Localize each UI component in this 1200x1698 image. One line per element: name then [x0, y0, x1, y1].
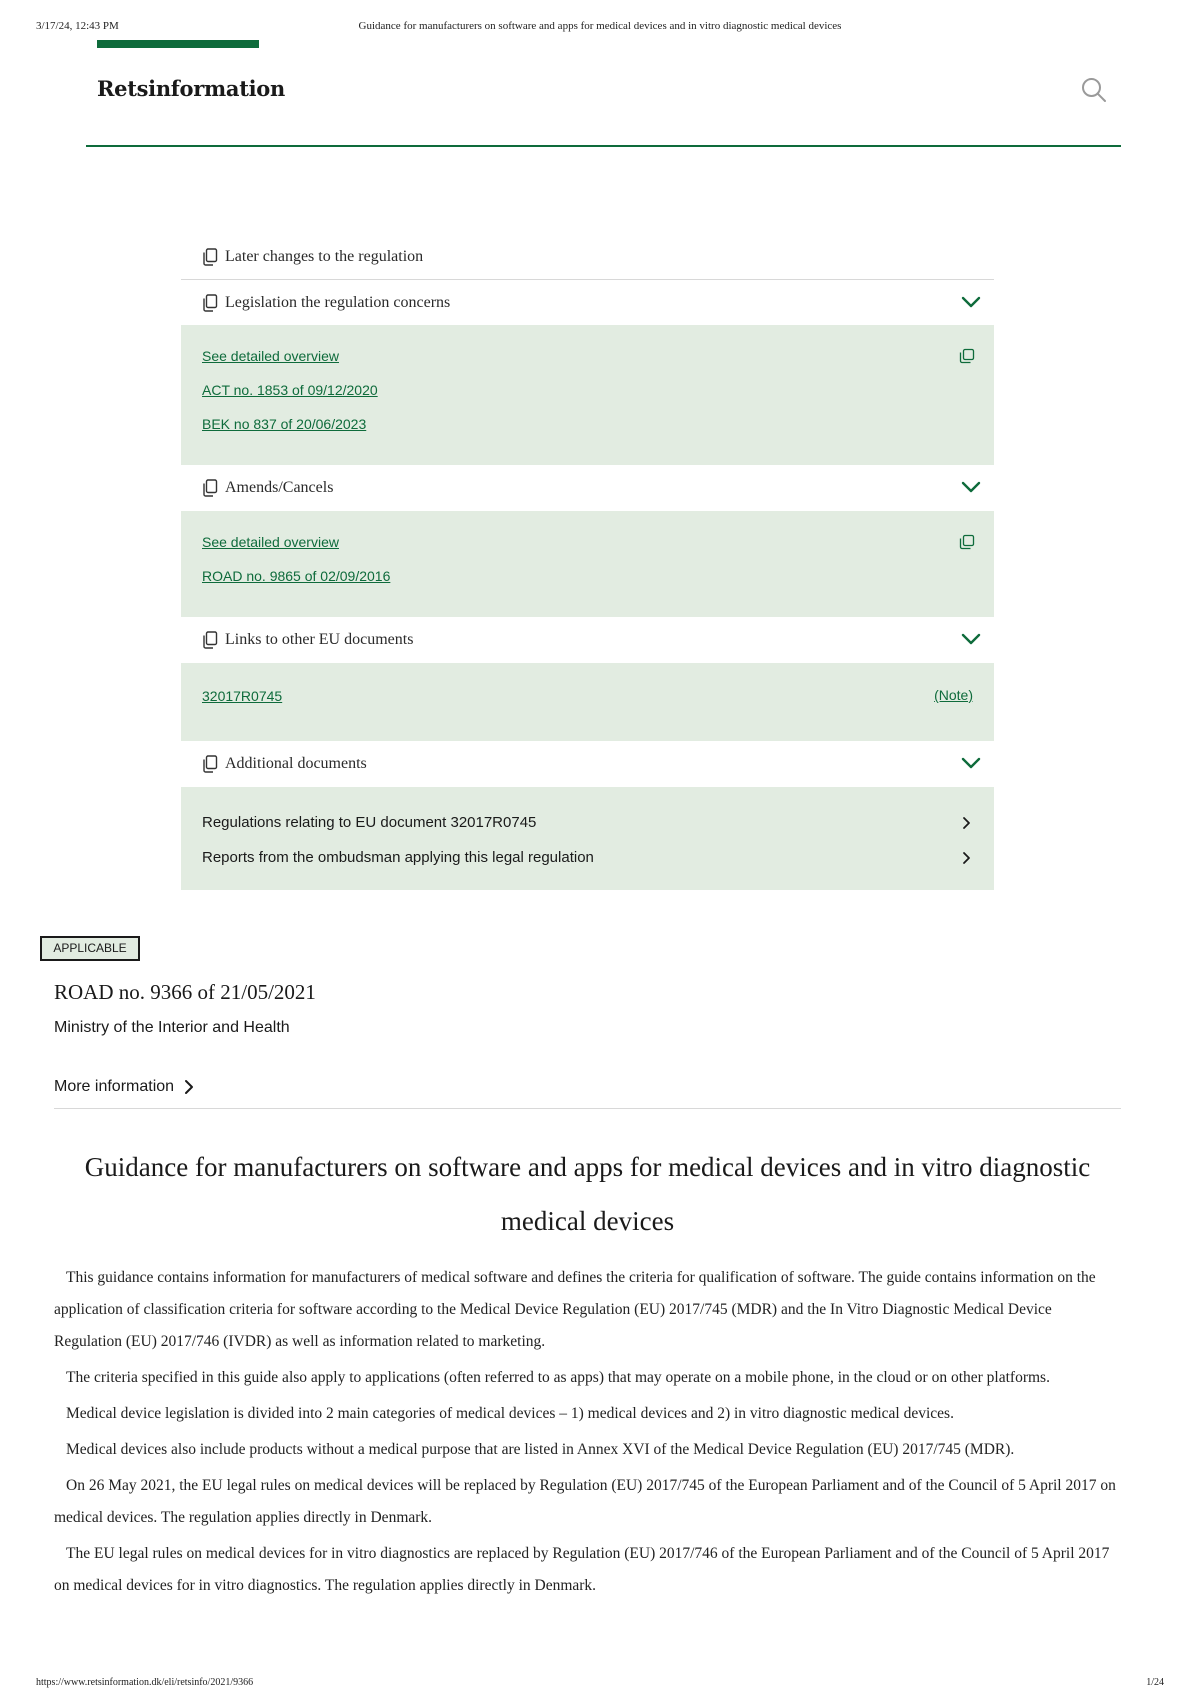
document-icon	[202, 631, 218, 649]
legislation-content	[181, 325, 994, 465]
section-label: Amends/Cancels	[225, 479, 334, 496]
header-divider	[86, 145, 1121, 147]
print-title: Guidance for manufacturers on software and apps for medical devices and in vitro diagnostic medical devices	[358, 20, 842, 32]
copy-icon[interactable]	[959, 534, 975, 550]
print-datetime: 3/17/24, 12:43 PM	[36, 20, 119, 32]
document-body	[54, 1262, 1121, 1606]
print-header	[36, 20, 1164, 36]
section-label: Links to other EU documents	[225, 631, 414, 648]
section-eu-links[interactable]	[181, 617, 994, 663]
link-detailed-overview[interactable]: See detailed overview	[202, 534, 339, 550]
note-link[interactable]: (Note)	[934, 687, 973, 703]
link-road-9865[interactable]: ROAD no. 9865 of 02/09/2016	[202, 568, 391, 584]
section-additional-documents[interactable]	[181, 741, 994, 787]
section-legislation[interactable]	[181, 279, 994, 325]
document-icon	[202, 248, 218, 266]
regulation-relations-panel	[181, 235, 994, 890]
copy-icon[interactable]	[959, 348, 975, 364]
link-bek-837[interactable]: BEK no 837 of 20/06/2023	[202, 416, 367, 432]
nav-item-label: Regulations relating to EU document 32017R0745	[202, 814, 537, 831]
status-badge: APPLICABLE	[40, 936, 140, 961]
chevron-right-icon	[959, 850, 973, 866]
chevron-down-icon[interactable]	[961, 755, 981, 771]
page-title: Guidance for manufacturers on software and apps for medical devices and in vitro diagnostic medical devices	[84, 1152, 1091, 1236]
more-information-label: More information	[54, 1078, 175, 1095]
section-label: Legislation the regulation concerns	[225, 293, 451, 311]
document-icon	[202, 294, 218, 312]
site-logo[interactable]: Retsinformation	[97, 76, 285, 101]
amends-content	[181, 511, 994, 617]
paragraph: This guidance contains information for manufacturers of medical software and defines the criteria for qualification of software. The guide contains information on the application of classification criteria for software according to the Medical Device Regulation (EU) 2017/745 (MDR) and the In Vitro Diagnostic Medical Device Regulation (EU) 2017/746 (IVDR) as well as information related to marketing.	[54, 1269, 1096, 1350]
paragraph: On 26 May 2021, the EU legal rules on medical devices will be replaced by Regulation (EU) 2017/745 of the European Parliament and of the Council of 5 April 2017 on medical devices. The regulation applies directly in Denmark.	[54, 1477, 1116, 1526]
paragraph: The criteria specified in this guide also apply to applications (often referred to as apps) that may operate on a mobile phone, in the cloud or on other platforms.	[66, 1369, 1050, 1386]
nav-item-label: Reports from the ombudsman applying this legal regulation	[202, 849, 594, 866]
print-footer	[36, 1677, 1164, 1691]
link-act-1853[interactable]: ACT no. 1853 of 09/12/2020	[202, 382, 378, 398]
nav-ombudsman-reports[interactable]	[202, 848, 973, 872]
divider	[54, 1108, 1121, 1109]
link-eu-32017r0745[interactable]: 32017R0745	[202, 688, 283, 704]
page-number: 1/24	[1146, 1677, 1164, 1688]
chevron-right-icon	[959, 815, 973, 831]
chevron-down-icon[interactable]	[961, 294, 981, 310]
section-label: Additional documents	[225, 755, 367, 772]
paragraph: Medical devices also include products without a medical purpose that are listed in Annex XVI of the Medical Device Regulation (EU) 2017/745 (MDR).	[66, 1441, 1015, 1458]
document-icon	[202, 755, 218, 773]
document-number: ROAD no. 9366 of 21/05/2021	[54, 980, 316, 1004]
chevron-down-icon[interactable]	[961, 479, 981, 495]
eu-links-content	[181, 663, 994, 741]
link-detailed-overview[interactable]: See detailed overview	[202, 348, 339, 364]
section-later-changes[interactable]	[181, 235, 994, 279]
section-label: Later changes to the regulation	[225, 248, 424, 265]
additional-documents-content	[181, 787, 994, 890]
nav-regulations-eu-document[interactable]	[202, 813, 973, 848]
section-amends-cancels[interactable]	[181, 465, 994, 511]
more-information-button[interactable]	[54, 1078, 195, 1096]
paragraph: The EU legal rules on medical devices for in vitro diagnostics are replaced by Regulation (EU) 2017/746 of the European Parliament and of the Council of 5 April 2017 on medical devices for in vitro diagnostics. The regulation applies directly in Denmark.	[54, 1545, 1110, 1594]
print-url: https://www.retsinformation.dk/eli/retsinfo/2021/9366	[36, 1677, 254, 1688]
chevron-down-icon[interactable]	[961, 631, 981, 647]
ministry-name: Ministry of the Interior and Health	[54, 1019, 290, 1036]
search-icon[interactable]	[1080, 76, 1108, 104]
brand-bar	[97, 40, 259, 48]
chevron-right-icon	[183, 1079, 195, 1095]
document-icon	[202, 479, 218, 497]
paragraph: Medical device legislation is divided into 2 main categories of medical devices – 1) medical devices and 2) in vitro diagnostic medical devices.	[66, 1405, 954, 1422]
